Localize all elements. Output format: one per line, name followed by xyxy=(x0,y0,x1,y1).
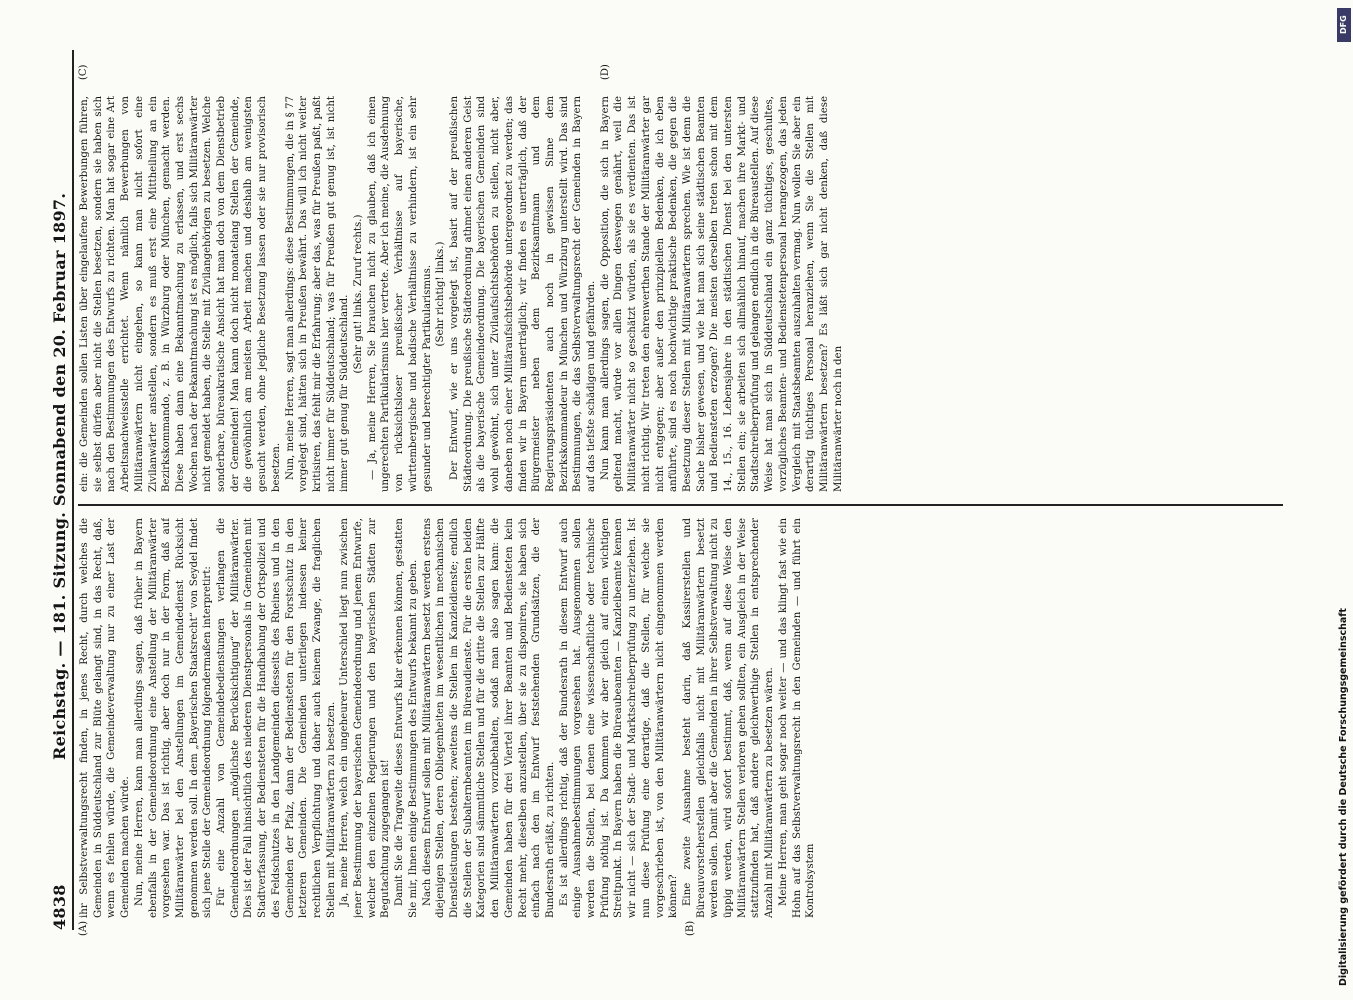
paragraph: Es ist allerdings richtig, daß der Bundesrath in diesem Entwurf auch einige Ausnahmebestimmungen vorgesehen hat. Ausgenommen sollen werden die Stellen, bei denen eine wissenschaftliche oder technische Prüfung nöthig ist. Da kommen wir aber gleich auf einen wichtigen Streitpunkt. In Bayern haben die Büreaubeamten — Kanzleibeamte kennen wir nicht — sich der Stadt- und Marktschreiberprüfung zu unterziehen. Ist nun diese Prüfung eine derartige, daß die Stellen, für welche sie vorgeschrieben ist, von den Militäranwärtern nicht eingenommen werden können? xyxy=(558,518,680,918)
interjection: (Sehr gut! links. Zuruf rechts.) xyxy=(353,214,365,374)
margin-marker-c: (C) xyxy=(78,64,89,80)
paragraph: Nun, meine Herren, sagt man allerdings: diese Bestimmungen, die in § 77 vorgelegt sind, hätten sich in Preußen bewährt. Das will ich nicht weiter kritisiren, das fehlt mir die Erfahrung; aber das, was für Preußen paßt, paßt nicht immer für Süddeutschland; was für Preußen gut genug ist, ist nicht immer gut genug für Süddeutschland. xyxy=(284,96,351,492)
paragraph: ein: die Gemeinden sollen Listen über eingelaufene Bewerbungen führen, sie selbst dürfen aber nicht die Stellen besetzen, sondern sie haben sich nach den Bestimmungen des Entwurfs zu richten. Man hat sogar eine Art Arbeitsnachweisstelle errichtet. Wenn nämlich Bewerbungen von Militäranwärtern nicht eingehen, so kann man nicht sofort eine Zivilanwärter anstellen, sondern es muß erst eine Mittheilung an ein Bezirkskommando, z. B. in Würzburg oder München, gemacht werden. Diese haben dann eine Bekanntmachung zu erlassen, und erst sechs Wochen nach der Bekanntmachung ist es möglich, falls sich Militäranwärter nicht gemeldet haben, die Stelle mit Zivilangehörigen zu besetzen. Welche sonderbare, büreaukratische Ansicht hat man doch von dem Dienstbetrieb der Gemeinden! Man kann doch nicht monatelang Stellen der Gemeinde, die gewöhnlich am meisten Arbeit machen und deshalb am wenigsten gesucht werden, ohne jegliche Besetzung lassen oder sie nur provisorisch besetzen. xyxy=(79,96,282,492)
quoted-paragraph: Für eine Anzahl von Gemeindebedienstungen verlangen die Gemeindeordnungen „möglichste Berücksichtigung“ der Militäranwärter. Dies ist der Fall hinsichtlich des niederen Dienstpersonals in Gemeinden mit Stadtverfassung, der Bediensteten für die Handhabung der Ortspolizei und des Feldschutzes in den Landgemeinden diesseits des Rheines und in den Gemeinden der Pfalz, dann der Bediensteten für den Forstschutz in den letzteren Gemeinden. Die Gemeinden unterliegen indessen keiner rechtlichen Verpflichtung und daher auch keinem Zwange, die fraglichen Stellen mit Militäranwärtern zu besetzen. xyxy=(216,518,337,918)
paragraph: — Ja, meine Herren, Sie brauchen nicht zu glauben, daß ich einen ungerechten Partikularismus hier vertrete. Aber ich meine, die Ausdehnung von rücksichtsloser preußischer Verhältnisse auf bayerische, württembergische und badische Verhältnisse zu verhindern, ist ein sehr gesunder und berechtigter Partikularismus. xyxy=(366,96,433,492)
paragraph: Eine zweite Ausnahme besteht darin, daß Kassirerstellen und Büreauvorsteherstellen gleichfalls nicht mit Militäranwärtern besetzt werden sollen. Damit aber die Gemeinden in ihrer Selbstverwaltung nicht zu üppig werden, wird sofort bestimmt, daß, wenn auf diese Weise den Militäranwärtern Stellen verloren gehen sollten, ein Ausgleich in der Weise stattzufinden hat, daß andere gleichwerthige Stellen in entsprechender Anzahl mit Militäranwärtern zu besetzen wären. xyxy=(681,518,776,918)
margin-marker-d: (D) xyxy=(600,64,611,80)
paragraph: Der Entwurf, wie er uns vorgelegt ist, basirt auf der preußischen Städteordnung. Die preußische Städteordnung athmet einen anderen Geist als die bayerische Gemeindeordnung. Die bayerischen Gemeinden sind wohl gewöhnt, sich unter Zivilaufsichtsbehörden zu stellen, nicht aber, daneben noch einer Militäraufsichtsbehörde untergeordnet zu werden; das finden wir in Bayern unerträglich; wir finden es unerträglich, daß der Bürgermeister neben dem Bezirksamtmann und dem Regierungspräsidenten auch noch in gewissen Sinne dem Bezirkskommandeur in München und Würzburg unterstellt wird. Das sind Bestimmungen, die das Selbstverwaltungsrecht der Gemeinden in Bayern auf das tiefste schädigen und gefährden. xyxy=(448,96,598,492)
margin-marker-b: (B) xyxy=(685,920,696,936)
paragraph: Ja, meine Herren, welch ein ungeheurer Unterschied liegt nun zwischen jener Bestimmung der bayerischen Gemeindeordnung und jenem Entwurfe, welcher den einzelnen Regierungen und den bayerischen Städten zur Begutachtung zugegangen ist! xyxy=(339,518,392,918)
dfg-logo: DFG xyxy=(1337,8,1351,42)
column-divider xyxy=(78,504,1283,506)
running-title: Reichstag. — 181. Sitzung. Sonnabend den 20. Februar 1897. xyxy=(50,192,69,760)
paragraph: Nach diesem Entwurf sollen mit Militäranwärtern besetzt werden erstens diejenigen Stellen, deren Obliegenheiten im wesentlichen in mechanischen Dienstleistungen bestehen; zweitens die Stellen im Kanzleidienste; endlich die Stellen der Subalternbeamten im Büreaudienste. Für die ersten beiden Kategorien sind sämmtliche Stellen und für die dritte die Stellen zur Hälfte den Militäranwärtern vorzubehalten, sodaß man also sagen kann: die Gemeinden haben für drei Viertel ihrer Beamten und Bediensteten kein Recht mehr, dieselben anzustellen, über sie zu disponiren, sie haben sich einfach nach den im Entwurf feststehenden Grundsätzen, die der Bundesrath erläßt, zu richten. xyxy=(421,518,556,918)
page-number: 4838 xyxy=(50,884,69,930)
paragraph: Nun, meine Herren, kann man allerdings sagen, daß früher in Bayern ebenfalls in der Gemeindeordnung eine Anstellung der Militäranwärter vorgesehen war. Das ist richtig, aber doch nur in der Form, daß auf Militäranwärter bei den Anstellungen im Gemeindedienst Rücksicht genommen werden soll. In dem „Bayerischen Staatsrecht“ von Seydel findet sich jene Stelle der Gemeindeordnung folgendermaßen interpretirt: xyxy=(133,518,214,918)
paragraph: Damit Sie die Tragweite dieses Entwurfs klar erkennen können, gestatten Sie mir, Ihnen einige Bestimmungen des Entwurfs bekannt zu geben. xyxy=(394,518,419,918)
margin-marker-a: (A) xyxy=(78,920,89,936)
header-rule xyxy=(72,50,74,930)
left-column xyxy=(78,518,1278,918)
right-column xyxy=(78,96,1278,492)
interjection: (Sehr richtig! links.) xyxy=(435,241,447,347)
paragraph: ihr Selbstverwaltungsrecht finden, in jenes Recht, durch welches die Gemeinden in Süddeutschland zur Blüte gelangt sind, in das Recht, daß, wenn es fehlen würde, die Gemeindeverwaltung nur zu einer Last der Gemeinden machen würde. xyxy=(79,518,132,918)
digitization-credit: Digitalisierung gefördert durch die Deutsche Forschungsgemeinschaft xyxy=(1338,608,1349,986)
paragraph: Nun kann man allerdings sagen, die Opposition, die sich in Bayern geltend macht, würde vor allen Dingen deswegen genährt, weil die Militäranwärter nicht so geschätzt würden, als sie es verdienten. Das ist nicht richtig. Wir treten den ehrenwerthen Stande der Militäranwärter gar nicht entgegen; aber außer den prinzipiellen Bedenken, die ich eben anführte, sind es noch hochwichtige praktische Bedenken, die gegen die Besetzung dieser Stellen mit Militäranwärtern sprechen. Wie ist denn die Sache bisher gewesen, und wie hat man sich seine städtischen Beamten und Bediensteten erzogen? Die meisten derselben treten schon mit dem 14., 15., 16. Lebensjahre in den städtischen Dienst bei den untersten Stellen ein; sie arbeiten sich allmählich hinauf, machen ihre Markt- und Stadtschreiberprüfung und gelangen endlich in die Büreaustellen. Auf diese Weise hat man sich in Süddeutschland ein ganz tüchtiges, geschultes, vorzügliches Beamten- und Bedienstetenpersonal herangezogen, das jeden Vergleich mit Staatsbeamten auszuhalten vermag. Nun wollen Sie aber ein derartig tüchtiges Personal heranziehen, wenn Sie die Stellen mit Militäranwärtern besetzen? Es läßt sich gar nicht denken, daß diese Militäranwärter noch in den xyxy=(599,96,844,492)
paragraph: Meine Herren, man geht sogar noch weiter — und das klingt fast wie ein Hohn auf das Selbstverwaltungsrecht in den Gemeinden — und führt ein Kontrolsystem xyxy=(777,518,817,918)
